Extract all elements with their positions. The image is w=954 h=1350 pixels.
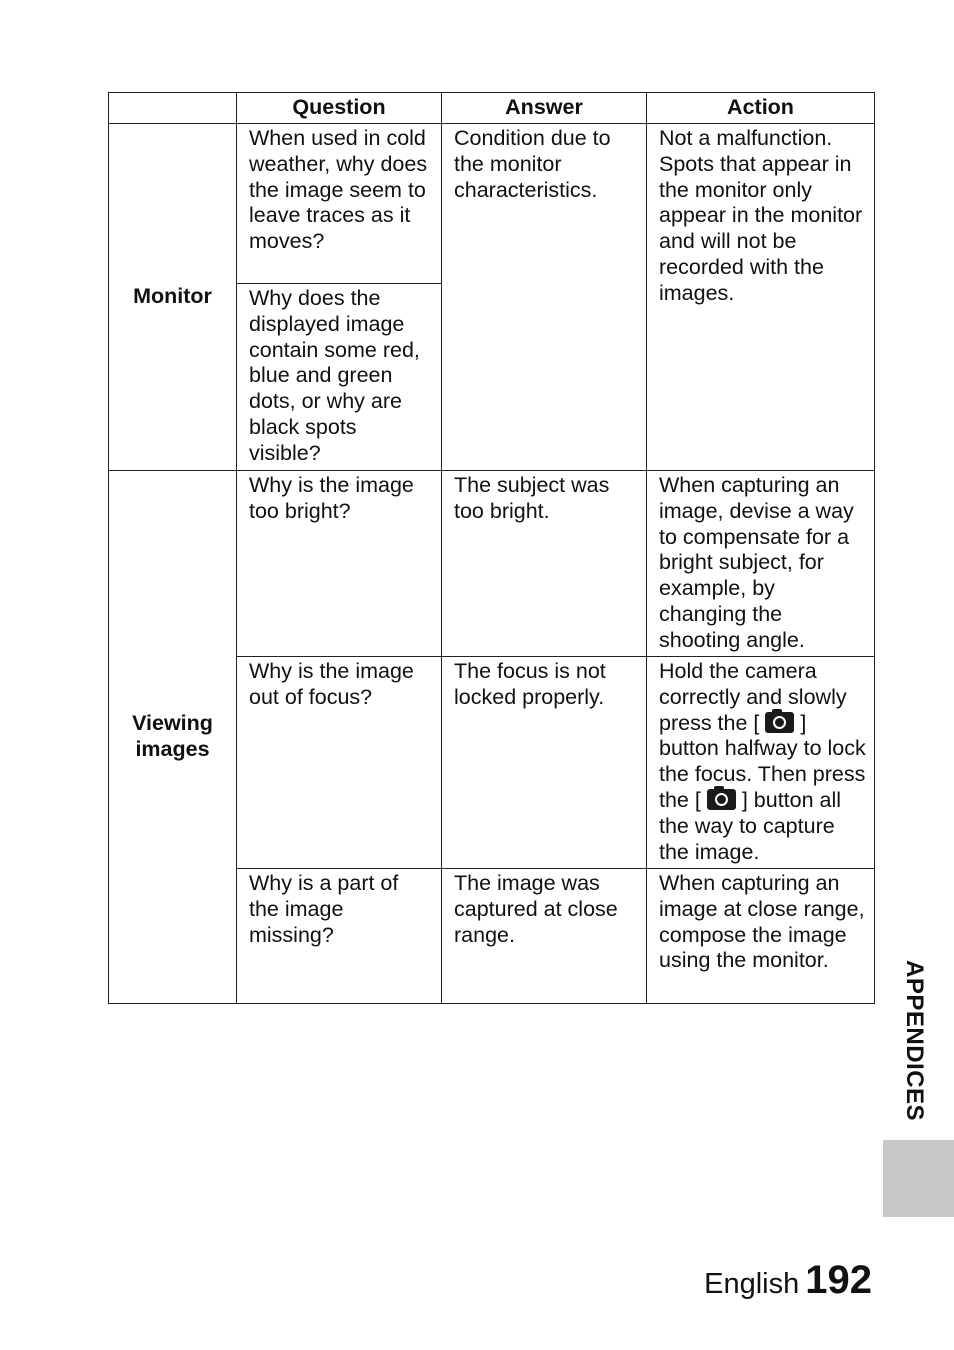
answer-cell: The subject was too bright.	[442, 471, 647, 657]
table-row	[109, 124, 875, 284]
table-header-row	[109, 93, 875, 124]
question-cell: Why is the image out of focus?	[237, 657, 442, 869]
category-viewing-images: Viewing images	[109, 471, 237, 1004]
action-cell: When capturing an image at close range, compose the image using the monitor.	[647, 869, 875, 1004]
answer-cell: Condition due to the monitor characteristics.	[442, 124, 647, 471]
question-cell: Why is a part of the image missing?	[237, 869, 442, 1004]
action-text: ] button all the way to capture the image.	[659, 787, 842, 864]
category-monitor: Monitor	[109, 124, 237, 471]
page-footer	[704, 1258, 872, 1303]
action-text: Hold the camera correctly and slowly press the [	[659, 659, 847, 735]
header-category	[109, 93, 237, 124]
header-answer: Answer	[442, 93, 647, 124]
question-cell: Why is the image too bright?	[237, 471, 442, 657]
action-cell: Not a malfunction. Spots that appear in the monitor only appear in the monitor and will not be recorded with the images.	[647, 124, 875, 471]
action-cell	[647, 657, 875, 869]
answer-cell: The focus is not locked properly.	[442, 657, 647, 869]
question-cell: When used in cold weather, why does the image seem to leave traces as it moves?	[237, 124, 442, 284]
table-row	[109, 471, 875, 657]
page-number: 192	[805, 1258, 872, 1302]
action-text: ] button halfway to lock the focus. Then press the [	[659, 710, 866, 812]
section-tab-label: APPENDICES	[901, 960, 928, 1122]
troubleshooting-table	[108, 92, 875, 1004]
camera-shutter-icon	[765, 712, 794, 733]
section-tab-marker	[883, 1140, 954, 1217]
footer-language: English	[704, 1268, 800, 1300]
action-cell: When capturing an image, devise a way to compensate for a bright subject, for example, by changing the shooting angle.	[647, 471, 875, 657]
camera-shutter-icon	[707, 789, 736, 810]
question-cell: Why does the displayed image contain some red, blue and green dots, or why are black spots visible?	[237, 284, 442, 471]
header-question: Question	[237, 93, 442, 124]
header-action: Action	[647, 93, 875, 124]
answer-cell: The image was captured at close range.	[442, 869, 647, 1004]
